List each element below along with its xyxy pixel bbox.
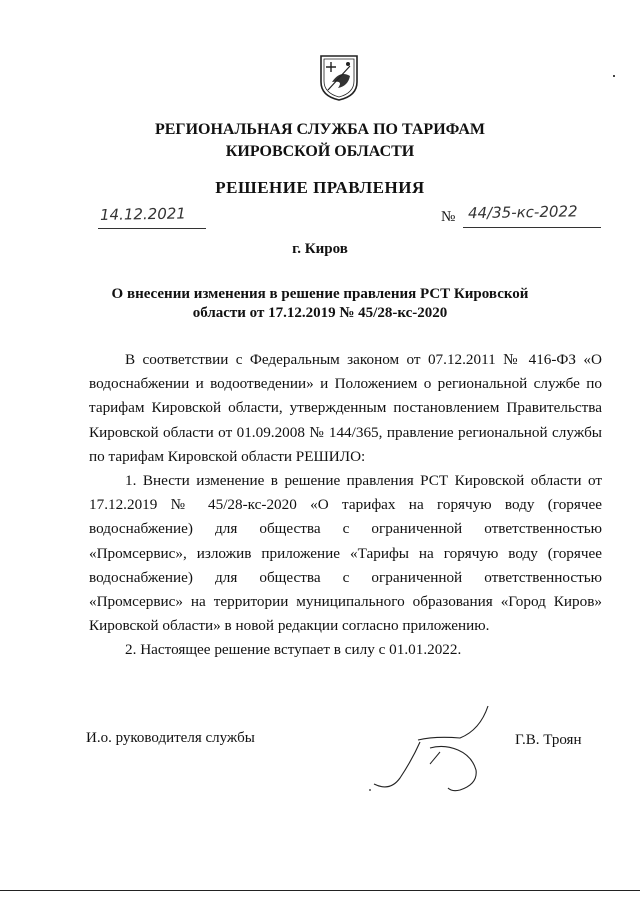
decision-date: 14.12.2021 bbox=[99, 204, 187, 224]
body-paragraph-preamble: В соответствии с Федеральным законом от 07.12.2011 № 416-ФЗ «О водоснабжении и водоотведении» и Положением о региональной службе по тарифам Кировской области, утвержденным постановлением Правительства Кировской области от 01.09.2008 № 144/365, правление региональной службы по тарифам Кировской области РЕШИЛО: bbox=[89, 351, 602, 465]
body-paragraph-item1: 1. Внести изменение в решение правления РСТ Кировской области от 17.12.2019 № 45/28-кс-2020 «О тарифах на горячую воду (горячее водоснабжение) для общества с ограниченной ответственностью «Промсервис», изложив приложение «Тарифы на горячую воду (горячее водоснабжение) для общества с ограниченной ответственностью «Промсервис» на территории муниципального образования «Город Киров» Кировской области» в новой редакции согласно приложению. bbox=[89, 472, 602, 635]
number-sign: № bbox=[441, 209, 456, 225]
org-title-line1: РЕГИОНАЛЬНАЯ СЛУЖБА ПО ТАРИФАМ bbox=[154, 121, 486, 138]
signer-position: И.о. руководителя службы bbox=[86, 730, 255, 746]
date-underline bbox=[98, 228, 206, 229]
handwritten-signature-icon bbox=[360, 700, 500, 800]
signer-name: Г.В. Троян bbox=[515, 732, 582, 748]
city: г. Киров bbox=[292, 241, 348, 257]
decision-body bbox=[89, 348, 602, 663]
coat-of-arms-icon bbox=[318, 52, 360, 102]
organization-title bbox=[0, 119, 640, 163]
footer-rule bbox=[0, 890, 640, 891]
body-paragraph-item2: 2. Настоящее решение вступает в силу с 01.01.2022. bbox=[125, 641, 462, 659]
subject-line1: О внесении изменения в решение правления РСТ Кировской bbox=[111, 286, 529, 302]
org-title-line2: КИРОВСКОЙ ОБЛАСТИ bbox=[225, 143, 415, 160]
decision-number: 44/35-кс-2022 bbox=[467, 202, 578, 223]
subject-line2: области от 17.12.2019 № 45/28-кс-2020 bbox=[192, 305, 448, 321]
scan-dot bbox=[613, 75, 615, 77]
document-type: РЕШЕНИЕ ПРАВЛЕНИЯ bbox=[215, 178, 425, 197]
number-underline bbox=[463, 227, 601, 228]
decision-subject bbox=[0, 285, 640, 323]
